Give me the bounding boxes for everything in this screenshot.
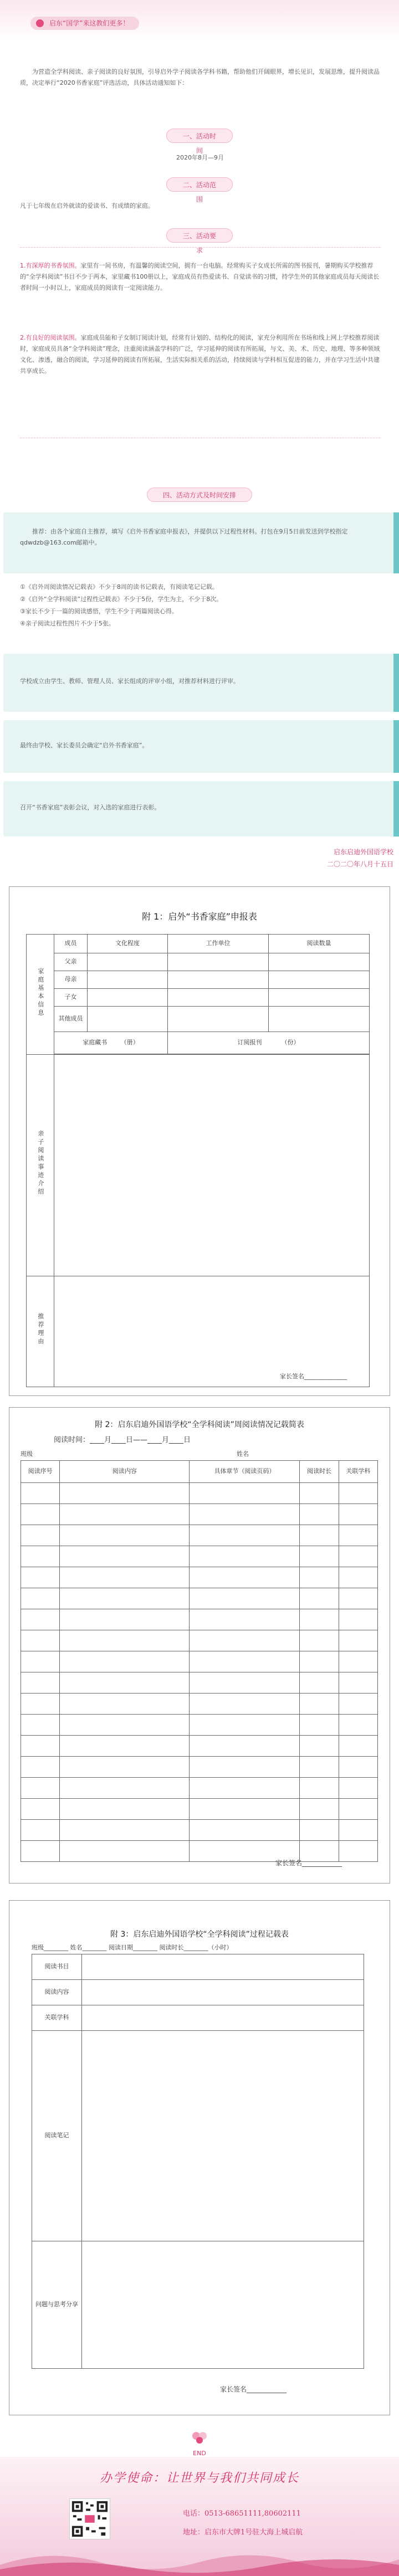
subscribe-unit: （份）	[281, 1039, 300, 1046]
form-cell[interactable]	[339, 1609, 377, 1630]
form-cell[interactable]	[300, 1715, 339, 1736]
form-cell[interactable]	[339, 1778, 377, 1799]
form-cell[interactable]	[190, 1588, 300, 1609]
form-cell[interactable]	[167, 971, 268, 989]
form-cell[interactable]	[300, 1651, 339, 1672]
form-2-table	[21, 1460, 378, 1862]
form-cell[interactable]	[300, 1820, 339, 1841]
form-cell[interactable]	[82, 2241, 364, 2369]
form-cell[interactable]	[268, 953, 369, 971]
form-3-row-label: 关联学科	[32, 2005, 82, 2031]
form-cell[interactable]	[88, 1007, 168, 1032]
form-cell[interactable]	[339, 1757, 377, 1778]
form-cell[interactable]	[190, 1567, 300, 1588]
form-3-row-label: 阅读笔记	[32, 2031, 82, 2241]
form-3	[9, 1900, 390, 2415]
material-item: ①《启外周阅读情况记载表》不少于8周的读书记载表，有阅读笔记记载。	[20, 583, 218, 591]
form-cell[interactable]	[21, 1778, 60, 1799]
footer-address: 地址：启东市大牌1号驻大海上城启航	[183, 2528, 303, 2537]
form-cell[interactable]	[60, 1525, 190, 1546]
form-cell[interactable]	[190, 1757, 300, 1778]
signature-date: 二〇二〇年八月十五日	[326, 860, 393, 868]
form-cell[interactable]	[190, 1504, 300, 1525]
form-1-row-label-text: 家庭基本信息	[37, 967, 44, 1018]
table-row	[21, 1630, 378, 1651]
form-2-header: 阅读时长	[300, 1461, 339, 1483]
form-cell[interactable]	[21, 1715, 60, 1736]
form-cell[interactable]	[21, 1651, 60, 1672]
form-cell[interactable]	[190, 1778, 300, 1799]
form-2-header: 具体章节（阅读页码）	[190, 1461, 300, 1483]
form-cell[interactable]	[339, 1630, 377, 1651]
form-cell[interactable]	[339, 1736, 377, 1757]
method-recommend-text: 推荐：由各个家庭自主推荐，填写《启外书香家庭申报表》，并提供以下过程性材料。打包在9月5日前发送到学校指定qdwdzb@163.com邮箱中。	[20, 528, 348, 546]
form-cell[interactable]	[339, 1504, 377, 1525]
method-card-recommend	[3, 512, 396, 573]
end-label: END	[193, 2450, 206, 2457]
form-cell[interactable]	[300, 1757, 339, 1778]
requirement-1-head: 1.有深厚的书香氛围。	[20, 262, 81, 269]
requirement-2-head: 2.有良好的阅读氛围。	[20, 334, 81, 341]
form-2-header: 阅读序号	[21, 1461, 60, 1483]
form-cell[interactable]	[190, 1609, 300, 1630]
form-cell[interactable]	[339, 1588, 377, 1609]
collection-label: 家庭藏书	[83, 1039, 108, 1046]
table-row	[21, 1567, 378, 1588]
signature-org: 启东启迪外国语学校	[333, 848, 393, 856]
form-cell[interactable]	[339, 1672, 377, 1694]
table-row	[21, 1609, 378, 1630]
form-cell[interactable]	[88, 989, 168, 1007]
section-time-text: 2020年8月—9月	[176, 154, 224, 161]
divider	[20, 247, 380, 248]
form-2-time: 阅读时间：____月____日——____月____日	[54, 1436, 191, 1444]
form-cell[interactable]	[339, 1799, 377, 1820]
subscribe-label: 订阅报刊	[237, 1039, 262, 1046]
table-row	[21, 1525, 378, 1546]
form-cell[interactable]	[21, 1504, 60, 1525]
form-cell[interactable]	[82, 2031, 364, 2241]
form-cell[interactable]	[60, 1778, 190, 1799]
table-row	[21, 1588, 378, 1609]
form-cell[interactable]	[339, 1525, 377, 1546]
deeds-cell[interactable]	[54, 1055, 370, 1276]
form-cell[interactable]	[339, 1694, 377, 1715]
form-cell[interactable]	[339, 1483, 377, 1504]
form-cell[interactable]	[60, 1736, 190, 1757]
form-cell[interactable]	[300, 1694, 339, 1715]
form-cell[interactable]	[300, 1736, 339, 1757]
form-cell[interactable]	[300, 1483, 339, 1504]
form-cell[interactable]	[300, 1609, 339, 1630]
footer-phone: 电话：0513-68651111,80602111	[183, 2510, 301, 2518]
form-cell[interactable]	[339, 1651, 377, 1672]
requirement-2-text: 家庭成员能和子女制订阅读计划，经常有计划的、结构化的阅读，家充分利用所在书场和线上网上学校推荐阅读时，家庭成员具备“全学科阅读”理念，注重阅读涵盖学科的广泛，学习延伸的阅读有所拓展，与文、美、术、历史、地理、等多种领域文化、渗透，融合的阅读，学习延伸的阅读有所拓展，生活实际相关系的活动，持续阅读与学科相互促进的能力，并在学习生活中共建共享成长。	[20, 334, 380, 374]
form-cell[interactable]	[339, 1567, 377, 1588]
method-card-commend	[3, 781, 396, 837]
end-icon	[188, 2429, 211, 2451]
form-cell[interactable]	[60, 1757, 190, 1778]
form-cell[interactable]	[21, 1841, 60, 1862]
form-cell[interactable]	[21, 1757, 60, 1778]
form-cell[interactable]	[190, 1546, 300, 1567]
form-cell[interactable]	[60, 1651, 190, 1672]
section-requirements-label-text: 三、活动要求	[182, 232, 216, 254]
form-3-row-label: 问题与思考分享	[32, 2241, 82, 2369]
header	[0, 0, 399, 39]
card-accent	[393, 720, 399, 773]
member-label: 父亲	[54, 953, 88, 971]
form-cell[interactable]	[60, 1715, 190, 1736]
table-row	[21, 1757, 378, 1778]
form-cell[interactable]	[190, 1736, 300, 1757]
form-cell[interactable]	[300, 1546, 339, 1567]
table-row	[21, 1820, 378, 1841]
form-cell[interactable]	[190, 1483, 300, 1504]
requirement-1	[20, 260, 380, 294]
form-cell[interactable]	[60, 1546, 190, 1567]
form-1-title: 附 1：启外“书香家庭”申报表	[142, 911, 257, 922]
form-cell[interactable]	[339, 1546, 377, 1567]
form-1-table	[26, 934, 370, 1387]
form-1	[9, 886, 390, 1396]
form-cell[interactable]	[88, 953, 168, 971]
form-cell[interactable]	[60, 1672, 190, 1694]
card-accent	[393, 512, 399, 573]
form-1-header: 工作单位	[167, 935, 268, 953]
collection-cell[interactable]	[54, 1032, 168, 1054]
form-2-header: 阅读内容	[60, 1461, 190, 1483]
signer-label: 家长签名______________	[280, 1373, 347, 1381]
form-cell[interactable]	[60, 1588, 190, 1609]
form-cell[interactable]	[82, 2005, 364, 2031]
form-cell[interactable]	[190, 1799, 300, 1820]
form-1-header: 阅读数量	[268, 935, 369, 953]
member-label: 母亲	[54, 971, 88, 989]
form-cell[interactable]	[300, 1778, 339, 1799]
form-cell[interactable]	[82, 1980, 364, 2005]
form-3-table	[32, 1954, 364, 2369]
section-method-label	[147, 488, 252, 502]
table-row	[21, 1483, 378, 1504]
form-cell[interactable]	[21, 1630, 60, 1651]
form-cell[interactable]	[190, 1525, 300, 1546]
form-3-row-label: 阅读内容	[32, 1980, 82, 2005]
form-3-row-label: 阅读书目	[32, 1954, 82, 1980]
form-cell[interactable]	[339, 1820, 377, 1841]
subscribe-cell[interactable]	[167, 1032, 369, 1054]
requirement-1-text: 家里有一间书房，有温馨的阅读空间，拥有一台电脑。经常购买子女成长所需的图书报刊，暑期购买学校推荐的“全学科阅读”书目不少于两本，家里藏书100册以上，家庭成员有热爱读书、自觉读书的习惯，持学生外的其他家庭成员每天阅读长者时间一小时以上，家庭成员的阅读有一定阅读能力。	[20, 262, 380, 291]
table-row	[21, 1672, 378, 1694]
section-scope-label	[166, 177, 233, 203]
form-cell[interactable]	[60, 1504, 190, 1525]
form-cell[interactable]	[21, 1694, 60, 1715]
form-cell[interactable]	[190, 1694, 300, 1715]
requirement-2	[20, 332, 380, 377]
form-3-title: 附 3：启东启迪外国语学校“全学科阅读”过程记载表	[110, 1930, 289, 1939]
form-cell[interactable]	[300, 1504, 339, 1525]
material-item: ④亲子阅读过程性图片不少于5张。	[20, 620, 115, 627]
deeds-label-text: 亲子阅读事迹介绍	[37, 1130, 44, 1197]
form-2-header: 关联学科	[339, 1461, 377, 1483]
form-cell[interactable]	[339, 1715, 377, 1736]
member-label: 其他成员	[54, 1007, 88, 1032]
form-cell[interactable]	[300, 1630, 339, 1651]
table-row	[21, 1694, 378, 1715]
form-cell[interactable]	[21, 1567, 60, 1588]
form-cell[interactable]	[167, 1007, 268, 1032]
table-row	[21, 1504, 378, 1525]
form-cell[interactable]	[60, 1694, 190, 1715]
form-2-signer: 家长签名____________	[275, 1859, 342, 1867]
form-cell[interactable]	[167, 989, 268, 1007]
form-cell[interactable]	[60, 1841, 190, 1862]
material-item: ③家长不少于一篇的阅读感悟，学生不少于两篇阅读心得。	[20, 608, 178, 615]
form-cell[interactable]	[21, 1588, 60, 1609]
form-cell[interactable]	[60, 1483, 190, 1504]
form-cell[interactable]	[21, 1672, 60, 1694]
form-cell[interactable]	[300, 1672, 339, 1694]
method-card-decide	[3, 720, 396, 773]
card-accent	[393, 781, 399, 837]
method-commend-text: 召开“书香家庭”表彰会议，对入选的家庭进行表彰。	[20, 804, 161, 811]
table-row	[21, 1546, 378, 1567]
table-row	[21, 1778, 378, 1799]
form-cell[interactable]	[300, 1567, 339, 1588]
section-method-label-text: 四、活动方式及时间安排	[162, 491, 236, 499]
form-cell[interactable]	[300, 1588, 339, 1609]
section-scope-label-text: 二、活动范围	[182, 181, 216, 203]
form-1-row-label	[27, 935, 54, 1055]
section-time-label-text: 一、活动时间	[182, 132, 216, 155]
materials-list	[0, 582, 399, 643]
form-cell[interactable]	[21, 1609, 60, 1630]
form-cell[interactable]	[300, 1799, 339, 1820]
reason-label-text: 推荐理由	[37, 1313, 44, 1347]
method-card-review	[3, 654, 396, 712]
form-cell[interactable]	[300, 1525, 339, 1546]
method-decide-text: 最终由学校、家长委员会确定“启外书香家庭”。	[20, 742, 149, 749]
section-scope-text: 凡于七年级在启外就读的爱读书、有成绩的家庭。	[20, 202, 154, 209]
member-label: 子女	[54, 989, 88, 1007]
collection-unit: （册）	[120, 1039, 139, 1046]
form-cell[interactable]	[167, 953, 268, 971]
form-2-title: 附 2：启东启迪外国语学校“全学科阅读”周阅读情况记载简表	[95, 1420, 304, 1429]
form-cell[interactable]	[190, 1820, 300, 1841]
form-cell[interactable]	[190, 1651, 300, 1672]
form-cell[interactable]	[190, 1630, 300, 1651]
table-row	[21, 1799, 378, 1820]
footer	[0, 2457, 399, 2576]
footer-wave	[0, 2548, 399, 2576]
footer-slogan: 办学使命：让世界与我们共同成长	[99, 2471, 299, 2485]
form-cell[interactable]	[60, 1799, 190, 1820]
deeds-label	[27, 1055, 54, 1276]
form-cell[interactable]	[190, 1672, 300, 1694]
section-requirements-label	[166, 228, 233, 254]
form-cell[interactable]	[82, 1954, 364, 1980]
method-review-text: 学校成立由学生、教师、管理人员、家长组成的评审小组，对推荐材料进行评审。	[20, 678, 239, 685]
form-cell[interactable]	[268, 1007, 369, 1032]
qr-code-icon[interactable]	[69, 2498, 110, 2539]
form-cell[interactable]	[21, 1799, 60, 1820]
form-cell[interactable]	[268, 989, 369, 1007]
material-item: ②《启外“全学科阅读”过程性记载表》不少于5份，学生为主，不少于8次。	[20, 596, 223, 603]
form-3-signer: 家长签名____________	[220, 2385, 287, 2393]
form-2-name: 姓名	[237, 1450, 249, 1458]
table-row	[21, 1736, 378, 1757]
form-2	[9, 1407, 390, 1884]
form-cell[interactable]	[60, 1609, 190, 1630]
form-cell[interactable]	[21, 1736, 60, 1757]
form-cell[interactable]	[339, 1841, 377, 1862]
form-cell[interactable]	[21, 1820, 60, 1841]
table-row	[21, 1715, 378, 1736]
intro-paragraph: 为营造全学科阅读、亲子阅读的良好氛围，引导启外学子阅读各学科书籍，帮助他们开阔眼界，增长见识，发展思维，提升阅读品质，决定举行“2020书香家庭”评选活动，具体活动通知如下：	[20, 68, 380, 86]
form-3-meta: 班级________ 姓名________ 阅读日期________ 阅读时长________（小时）	[32, 1944, 233, 1951]
form-cell[interactable]	[268, 971, 369, 989]
form-cell[interactable]	[60, 1820, 190, 1841]
form-cell[interactable]	[21, 1525, 60, 1546]
section-time-label	[166, 129, 233, 155]
form-1-header: 文化程度	[88, 935, 168, 953]
header-pill-label: 启东“国学”来这教们更多！	[49, 19, 130, 27]
form-1-header: 成员	[54, 935, 88, 953]
bullet-icon	[36, 19, 44, 27]
form-cell[interactable]	[60, 1630, 190, 1651]
form-2-class: 班级	[21, 1450, 33, 1458]
form-cell[interactable]	[21, 1483, 60, 1504]
reason-label	[27, 1276, 54, 1387]
table-row	[21, 1651, 378, 1672]
header-pill[interactable]	[30, 17, 139, 30]
card-accent	[393, 654, 399, 712]
form-cell[interactable]	[60, 1567, 190, 1588]
reason-cell[interactable]	[54, 1276, 370, 1387]
form-cell[interactable]	[190, 1715, 300, 1736]
form-cell[interactable]	[21, 1546, 60, 1567]
form-cell[interactable]	[88, 971, 168, 989]
